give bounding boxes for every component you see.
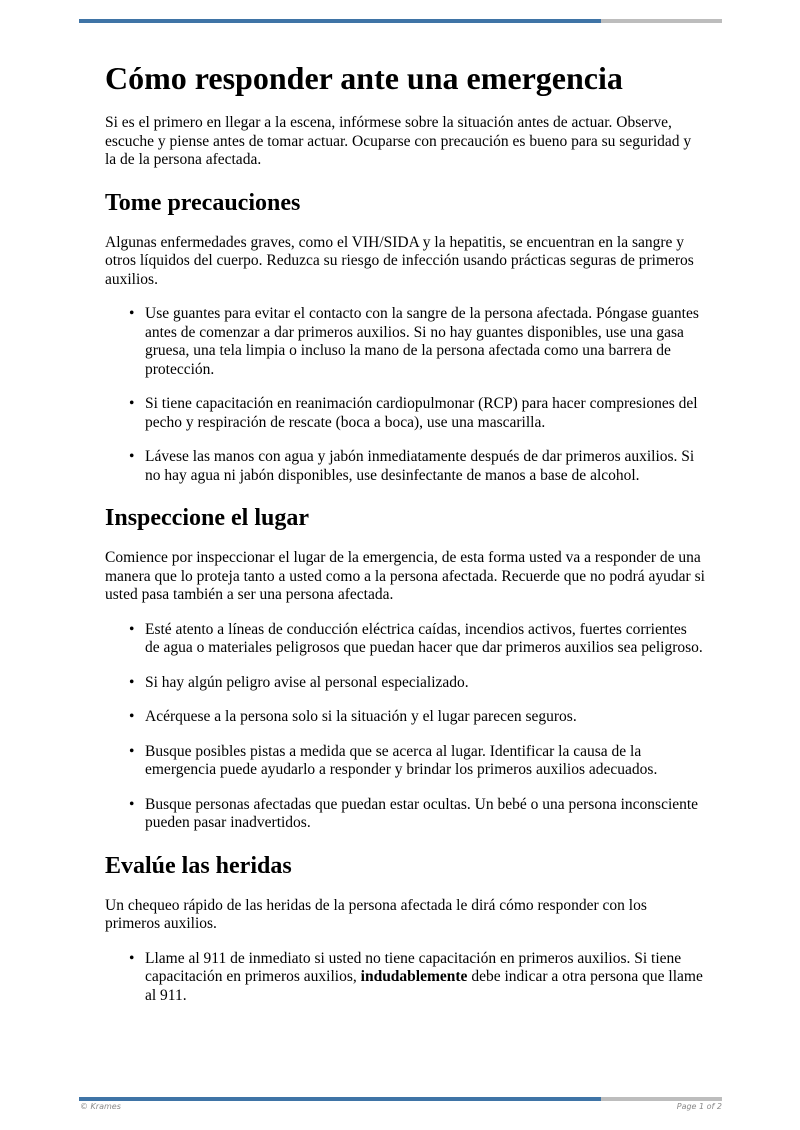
list-item-text: Si tiene capacitación en reanimación cardiopulmonar (RCP) para hacer compresiones del pecho y respiración de rescate (boca a boca), use una mascarilla. — [145, 395, 698, 431]
header-rule — [79, 19, 722, 23]
list-item — [129, 305, 705, 379]
list-item — [129, 742, 705, 780]
copyright-text: © Krames — [80, 1102, 121, 1111]
header-rule-secondary — [601, 19, 722, 23]
precautions-list — [105, 305, 705, 485]
list-item-text: Busque personas afectadas que puedan estar ocultas. Un bebé o una persona inconsciente pueden pasar inadvertidos. — [145, 795, 699, 831]
list-item — [129, 708, 705, 727]
footer-rule-secondary — [601, 1097, 722, 1101]
list-item — [129, 673, 705, 693]
bullet-icon: • — [129, 448, 135, 465]
list-item-text: Use guantes para evitar el contacto con la sangre de la persona afectada. Póngase guantes antes de comenzar a dar primeros auxilios. Si no hay guantes disponibles, use una gasa gruesa, una tela limpia o incluso la mano de la persona afectada como una barrera de protección. — [145, 305, 699, 378]
document-body — [105, 52, 705, 1021]
list-item-text: Si hay algún peligro avise al personal especializado. — [145, 673, 469, 691]
section-heading-assess: Evalúe las heridas — [105, 852, 292, 879]
bullet-icon: • — [129, 742, 135, 760]
intro-paragraph: Si es el primero en llegar a la escena, infórmese sobre la situación antes de actuar. Observe, escuche y piense antes de tomar actuar. Ocuparse con precaución es bueno para su seguridad y la de la persona afectada. — [105, 114, 692, 168]
footer-rule — [79, 1097, 722, 1101]
section-paragraph-precautions: Algunas enfermedades graves, como el VIH/SIDA y la hepatitis, se encuentran en la sangre y otros líquidos del cuerpo. Reduzca su riesgo de infección usando prácticas seguras de primeros auxilios. — [105, 233, 694, 288]
section-paragraph-inspect: Comience por inspeccionar el lugar de la emergencia, de esta forma usted va a responder de una manera que lo proteja tanto a usted como a la persona afectada. Recuerde que no podrá ayudar si usted pasa también a ser una persona afectada. — [105, 549, 705, 603]
bullet-icon: • — [129, 620, 135, 638]
section-heading-inspect: Inspeccione el lugar — [105, 505, 309, 531]
emphasis-text: indudablemente — [360, 968, 468, 985]
list-item — [129, 795, 705, 833]
list-item-text: Acérquese a la persona solo si la situación y el lugar parecen seguros. — [145, 708, 577, 725]
list-item — [129, 620, 705, 658]
list-item — [129, 448, 705, 485]
page-number: Page 1 of 2 — [676, 1102, 722, 1111]
bullet-icon: • — [129, 395, 135, 412]
section-heading-precautions: Tome precauciones — [105, 189, 301, 216]
page-title: Cómo responder ante una emergencia — [105, 60, 623, 96]
bullet-icon: • — [129, 673, 135, 691]
list-item — [129, 949, 705, 1006]
list-item-text: Busque posibles pistas a medida que se acerca al lugar. Identificar la causa de la emergencia puede ayudarlo a responder y brindar los primeros auxilios adecuados. — [145, 742, 658, 778]
bullet-icon: • — [129, 305, 135, 322]
bullet-icon: • — [129, 949, 135, 967]
list-item-text: Lávese las manos con agua y jabón inmediatamente después de dar primeros auxilios. Si no hay agua ni jabón disponibles, use desinfectante de manos a base de alcohol. — [145, 448, 695, 484]
bullet-icon: • — [129, 795, 135, 813]
page-footer — [80, 1102, 722, 1111]
footer-rule-accent — [79, 1097, 601, 1101]
list-item-text-before: Llame al 911 de inmediato si usted no tiene capacitación en primeros auxilios. Si tiene capacitación en primeros auxilios, — [145, 949, 682, 985]
section-paragraph-assess: Un chequeo rápido de las heridas de la persona afectada le dirá cómo responder con los primeros auxilios. — [105, 896, 647, 932]
inspect-list — [105, 621, 705, 833]
assess-list — [105, 950, 705, 1006]
list-item-text-after: debe indicar a otra persona que llame al 911. — [145, 968, 703, 1004]
header-rule-accent — [79, 19, 601, 23]
list-item-text: Esté atento a líneas de conducción eléctrica caídas, incendios activos, fuertes corrientes de agua o materiales peligrosos que puedan hacer que dar primeros auxilios sea peligroso. — [145, 620, 703, 656]
bullet-icon: • — [129, 708, 135, 725]
list-item — [129, 395, 705, 432]
